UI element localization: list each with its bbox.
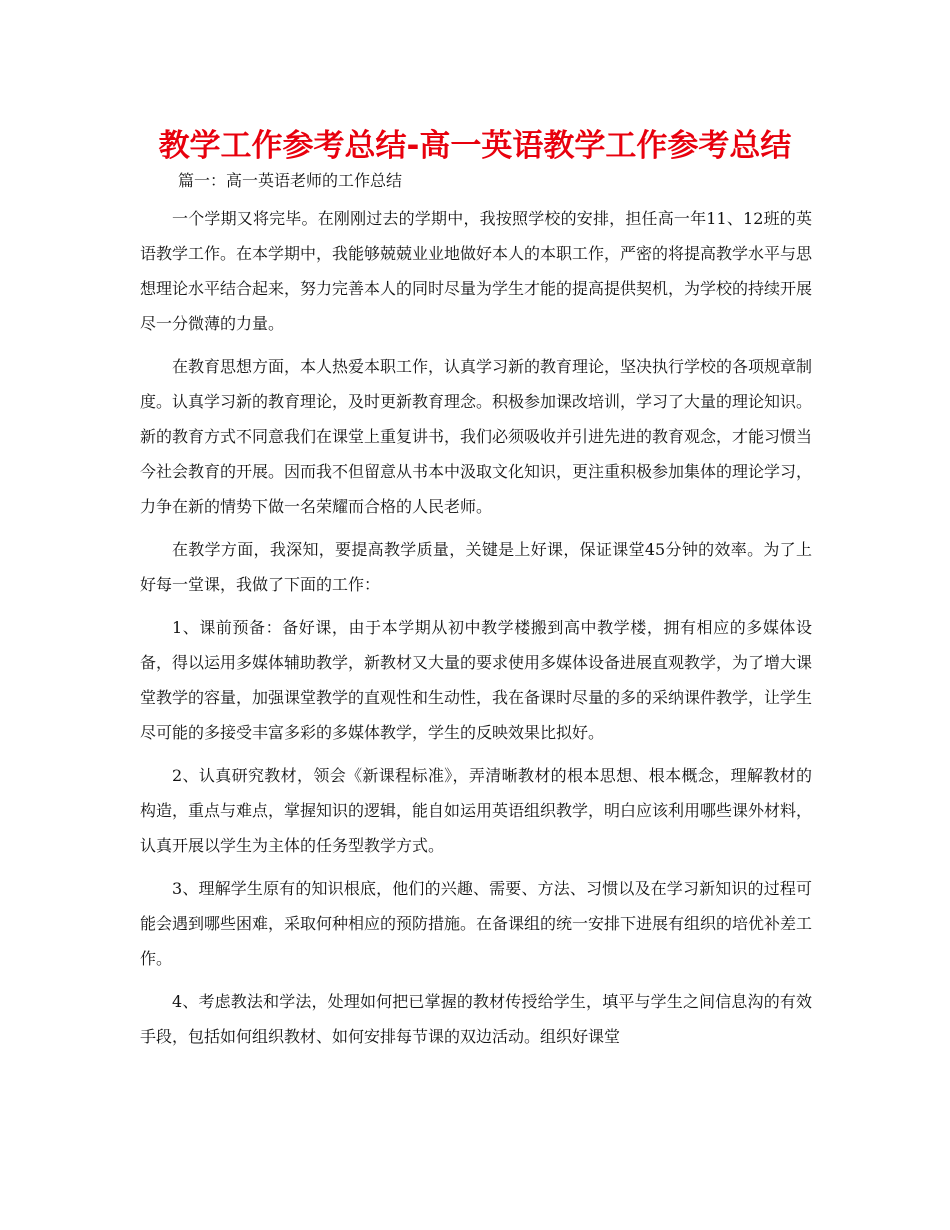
paragraph-teaching: 在教学方面，我深知，要提高教学质量，关键是上好课，保证课堂45分钟的效率。为了上好每一堂课，我做了下面的工作：: [140, 540, 812, 594]
paragraph-item-3: 3、理解学生原有的知识根底，他们的兴趣、需要、方法、习惯以及在学习新知识的过程可能会遇到哪些困难，采取何种相应的预防措施。在备课组的统一安排下进展有组织的培优补差工作。: [140, 879, 813, 968]
document-title: 教学工作参考总结-高一英语教学工作参考总结: [158, 128, 792, 164]
document-subtitle: 篇一：高一英语老师的工作总结: [178, 171, 403, 190]
document-body: [140, 201, 812, 1054]
paragraph-item-2: 2、认真研究教材，领会《新课程标准》，弄清晰教材的根本思想、根本概念，理解教材的构造，重点与难点，掌握知识的逻辑，能自如运用英语组织教学，明白应该利用哪些课外材料，认真开展以学生为主体的任务型教学方式。: [140, 766, 813, 855]
paragraph-item-1: 1、课前预备：备好课，由于本学期从初中教学楼搬到高中教学楼，拥有相应的多媒体设备，得以运用多媒体辅助教学，新教材又大量的要求使用多媒体设备进展直观教学，为了增大课堂教学的容量，加强课堂教学的直观性和生动性，我在备课时尽量的多的采纳课件教学，让学生尽可能的多接受丰富多彩的多媒体教学，学生的反映效果比拟好。: [140, 618, 813, 742]
paragraph-intro: 一个学期又将完毕。在刚刚过去的学期中，我按照学校的安排，担任高一年11、12班的英语教学工作。在本学期中，我能够兢兢业业地做好本人的本职工作，严密的将提高教学水平与思想理论水平结合起来，努力完善本人的同时尽量为学生才能的提高提供契机，为学校的持续开展尽一分微薄的力量。: [140, 209, 813, 333]
paragraph-item-4: 4、考虑教法和学法，处理如何把已掌握的教材传授给学生，填平与学生之间信息沟的有效手段，包括如何组织教材、如何安排每节课的双边活动。组织好课堂: [140, 992, 812, 1046]
paragraph-education-thought: 在教育思想方面，本人热爱本职工作，认真学习新的教育理论，坚决执行学校的各项规章制度。认真学习新的教育理论，及时更新教育理念。积极参加课改培训，学习了大量的理论知识。新的教育方式不同意我们在课堂上重复讲书，我们必须吸收并引进先进的教育观念，才能习惯当今社会教育的开展。因而我不但留意从书本中汲取文化知识，更注重积极参加集体的理论学习，力争在新的情势下做一名荣耀而合格的人民老师。: [140, 357, 813, 516]
